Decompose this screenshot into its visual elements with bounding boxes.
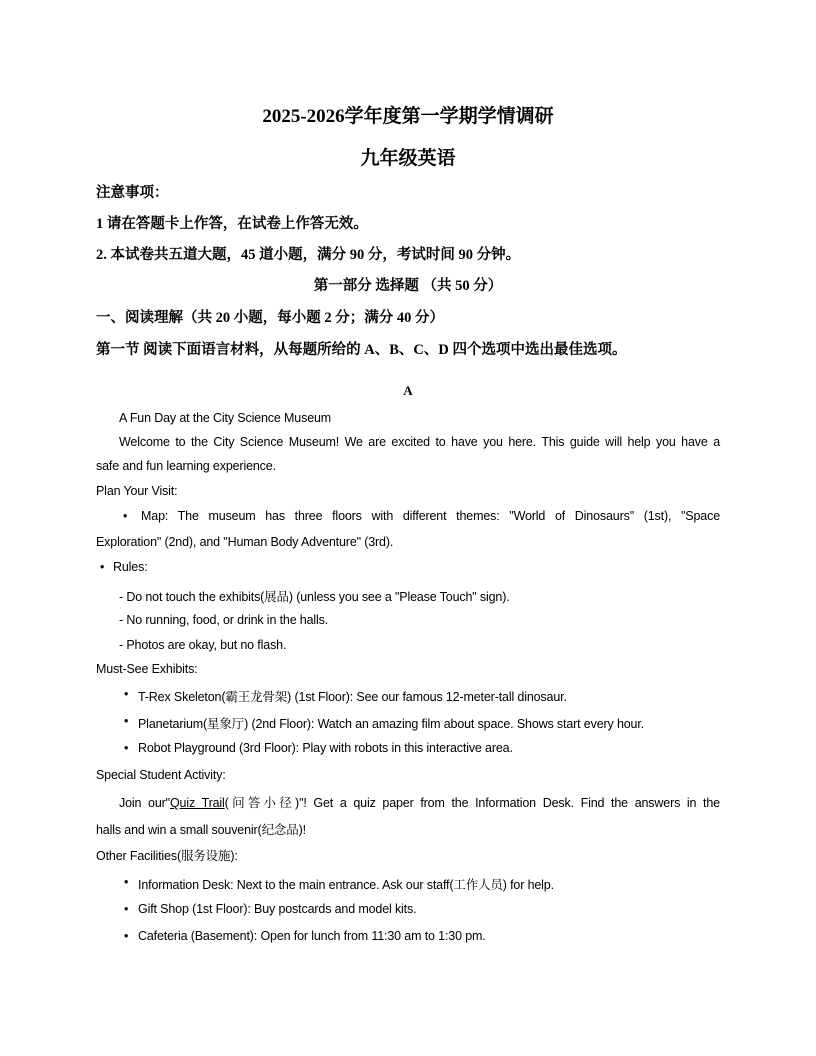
exhibit-2-bullet-icon: •	[124, 714, 129, 728]
facility-1: Information Desk: Next to the main entrance. Ask our staff(工作人员) for help.	[138, 878, 554, 892]
notes-item-1: 1 请在答题卡上作答，在试卷上作答无效。	[96, 216, 368, 232]
map-line-2: Exploration" (2nd), and "Human Body Adventure" (3rd).	[96, 535, 394, 549]
quiz-trail-link: Quiz Trail	[169, 796, 225, 810]
notes-heading: 注意事项：	[96, 185, 169, 201]
map-bullet-icon: •	[123, 509, 128, 523]
special-activity-heading: Special Student Activity:	[96, 768, 226, 782]
passage-intro-line-2: safe and fun learning experience.	[96, 459, 276, 473]
exhibit-3-bullet-icon: •	[124, 741, 129, 755]
passage-letter: A	[403, 383, 413, 398]
exhibit-3: Robot Playground (3rd Floor): Play with robots in this interactive area.	[138, 741, 513, 755]
map-line-1: Map: The museum has three floors with different themes: "World of Dinosaurs" (1st), "Space	[141, 509, 720, 523]
exhibit-1-bullet-icon: •	[124, 687, 129, 701]
facility-2: Gift Shop (1st Floor): Buy postcards and model kits.	[138, 902, 417, 916]
section-instruction: 第一节 阅读下面语言材料，从每题所给的 A、B、C、D 四个选项中选出最佳选项。	[96, 342, 627, 358]
quiz-line-1-rest: (问答小径)"! Get a quiz paper from the Information Desk. Find the answers in the	[224, 796, 720, 810]
section-heading: 一、阅读理解（共 20 小题，每小题 2 分；满分 40 分）	[96, 310, 444, 326]
exhibit-2: Planetarium(星象厅) (2nd Floor): Watch an amazing film about space. Shows start every hour.	[138, 717, 644, 731]
exhibit-1: T-Rex Skeleton(霸王龙骨架) (1st Floor): See our famous 12-meter-tall dinosaur.	[138, 690, 567, 704]
facility-1-bullet-icon: •	[124, 875, 129, 889]
facilities-heading: Other Facilities(服务设施):	[96, 849, 238, 863]
passage-intro-line-1: Welcome to the City Science Museum! We are excited to have you here. This guide will help you have a	[119, 435, 720, 449]
rule-2: - No running, food, or drink in the halls.	[119, 613, 329, 627]
rules-label: Rules:	[113, 560, 148, 574]
facility-2-bullet-icon: •	[124, 902, 129, 916]
rule-1: - Do not touch the exhibits(展品) (unless you see a "Please Touch" sign).	[119, 590, 510, 604]
plan-heading: Plan Your Visit:	[96, 484, 178, 498]
facility-3-bullet-icon: •	[124, 929, 129, 943]
quiz-line-1	[119, 793, 720, 811]
exam-subject: 九年级英语	[360, 148, 456, 169]
must-see-heading: Must-See Exhibits:	[96, 662, 198, 676]
rule-3: - Photos are okay, but no flash.	[119, 638, 287, 652]
exam-title: 2025-2026学年度第一学期学情调研	[262, 106, 554, 127]
passage-title: A Fun Day at the City Science Museum	[119, 411, 332, 425]
notes-item-2: 2. 本试卷共五道大题，45 道小题，满分 90 分，考试时间 90 分钟。	[96, 247, 521, 263]
facility-3: Cafeteria (Basement): Open for lunch from 11:30 am to 1:30 pm.	[138, 929, 486, 943]
rules-bullet-icon: •	[100, 560, 105, 574]
quiz-line-2: halls and win a small souvenir(纪念品)!	[96, 823, 306, 837]
part1-heading: 第一部分 选择题 （共 50 分）	[313, 278, 503, 294]
quiz-prefix: Join our"	[119, 796, 170, 810]
